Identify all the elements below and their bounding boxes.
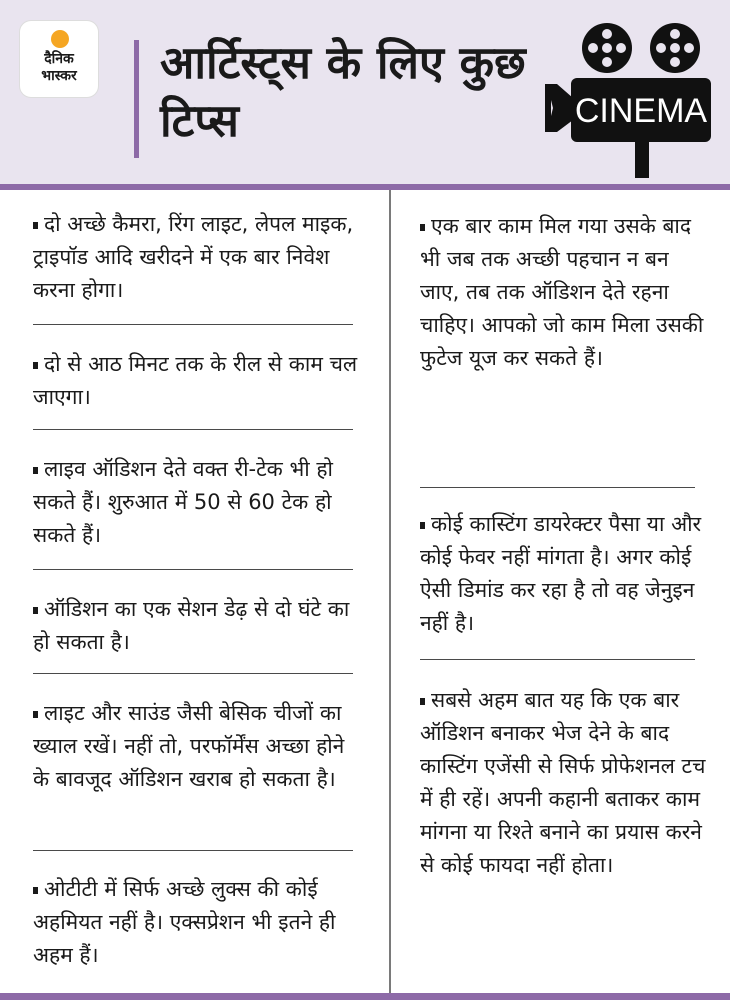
separator: [33, 429, 353, 430]
page-title: आर्टिस्ट्स के लिए कुछ टिप्स: [160, 36, 526, 147]
bottom-rule: [0, 993, 730, 1000]
bullet-icon: [33, 607, 38, 614]
separator: [420, 659, 695, 660]
separator: [33, 850, 353, 851]
bullet-icon: [420, 224, 425, 231]
svg-text:CINEMA: CINEMA: [574, 92, 708, 130]
tip-left-2: दो से आठ मिनट तक के रील से काम चल जाएगा।: [33, 352, 358, 409]
cinema-camera-icon: [545, 20, 715, 180]
separator: [420, 487, 695, 488]
title-accent-bar: [134, 40, 139, 158]
dainik-bhaskar-logo: [20, 21, 98, 97]
bullet-icon: [33, 887, 38, 894]
separator: [33, 324, 353, 325]
logo-line-2: भास्कर: [41, 68, 77, 84]
logo-line-1: दैनिक: [44, 51, 74, 67]
column-divider: [389, 190, 391, 993]
sun-icon: [51, 30, 69, 48]
bullet-icon: [33, 711, 38, 718]
bullet-icon: [33, 362, 38, 369]
tip-right-2: कोई कास्टिंग डायरेक्टर पैसा या और कोई फेवर नहीं मांगता है। अगर कोई ऐसी डिमांड कर रहा है तो वह जेनुइन नहीं है।: [420, 512, 702, 635]
bullet-icon: [420, 522, 425, 529]
tip-left-1: दो अच्छे कैमरा, रिंग लाइट, लेपल माइक, ट्राइपॉड आदि खरीदने में एक बार निवेश करना होगा।: [33, 212, 354, 302]
tip-left-5: लाइट और साउंड जैसी बेसिक चीजों का ख्याल रखें। नहीं तो, परफॉर्मेंस अच्छा होने के बावजूद ऑडिशन खराब हो सकता है।: [33, 701, 345, 791]
top-rule: [0, 184, 730, 190]
tip-left-6: ओटीटी में सिर्फ अच्छे लुक्स की कोई अहमियत नहीं है। एक्सप्रेशन भी इतने ही अहम हैं।: [33, 877, 336, 967]
tip-left-3: लाइव ऑडिशन देते वक्त री-टेक भी हो सकते हैं। शुरुआत में 50 से 60 टेक हो सकते हैं।: [33, 457, 333, 547]
film-reel-right-icon: [650, 23, 700, 73]
tip-right-3: सबसे अहम बात यह कि एक बार ऑडिशन बनाकर भेज देने के बाद कास्टिंग एजेंसी से सिर्फ प्रोफेशनल टच में ही रहें। अपनी कहानी बताकर काम मांगना या रिश्ते बनाने का प्रयास करने से कोई फायदा नहीं होता।: [420, 688, 706, 877]
separator: [33, 673, 353, 674]
film-reel-left-icon: [582, 23, 632, 73]
bullet-icon: [420, 698, 425, 705]
tip-left-4: ऑडिशन का एक सेशन डेढ़ से दो घंटे का हो सकता है।: [33, 597, 350, 654]
header: [0, 0, 730, 184]
bullet-icon: [33, 222, 38, 229]
separator: [33, 569, 353, 570]
tip-right-1: एक बार काम मिल गया उसके बाद भी जब तक अच्छी पहचान न बन जाए, तब तक ऑडिशन देते रहना चाहिए। आपको जो काम मिला उसकी फुटेज यूज कर सकते हैं।: [420, 214, 704, 370]
bullet-icon: [33, 467, 38, 474]
